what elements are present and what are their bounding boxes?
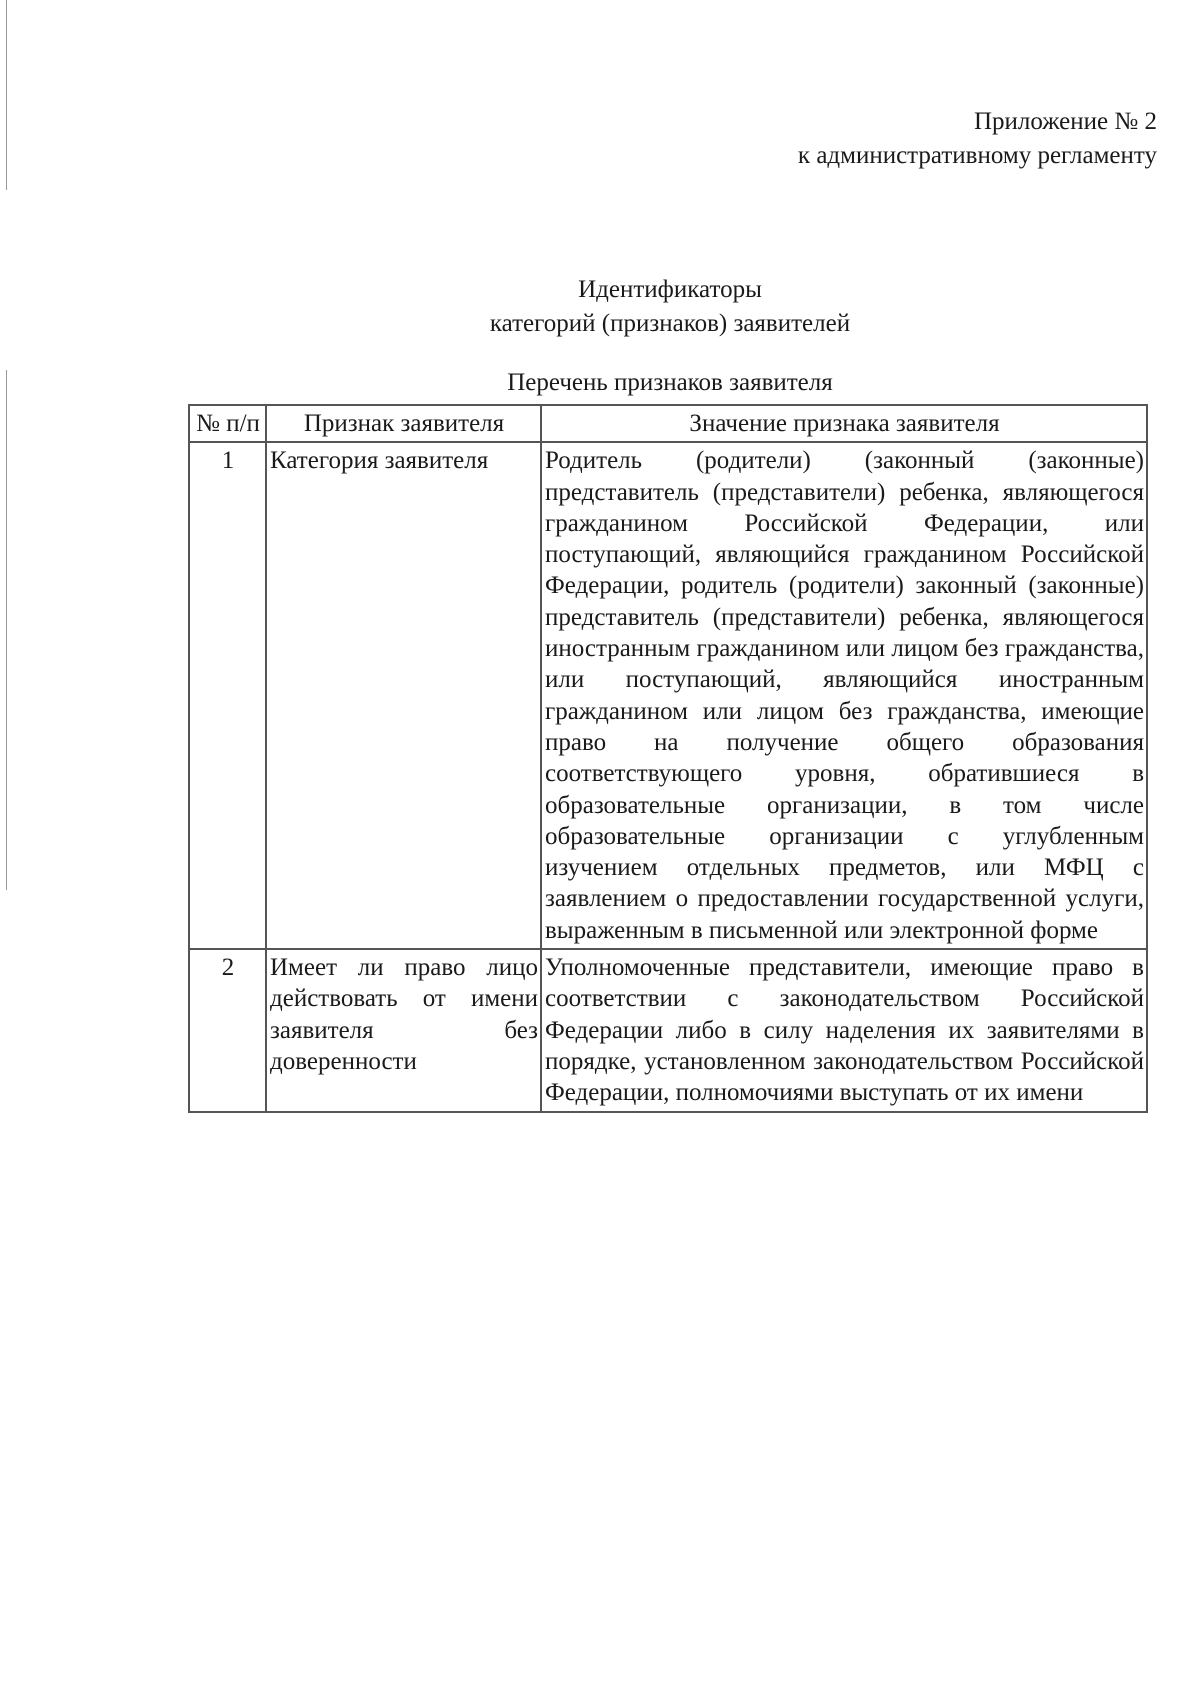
row-num: 1 — [189, 442, 266, 949]
row-value-text: Уполномоченные представители, имеющие право в соответствии с законодательством Российской Федерации либо в силу наделения их заявителями в порядке, установленном законодательством Российской Федерации, полномочиями выступать от их имени — [545, 954, 1144, 1107]
appendix-line-2: к административному регламенту — [797, 142, 1157, 169]
row-sign-text: Имеет ли право лицо действовать от имени заявителя без доверенности — [270, 954, 538, 1075]
header-num: № п/п — [189, 405, 266, 442]
header-sign: Признак заявителя — [266, 405, 541, 442]
appendix-note — [798, 105, 1157, 173]
header-value: Значение признака заявителя — [541, 405, 1147, 442]
attributes-table — [188, 404, 1148, 1113]
row-value — [541, 949, 1147, 1111]
row-sign — [266, 442, 541, 949]
row-value-text: Родитель (родители) (законный (законные) представитель (представители) ребенка, являющегося гражданином Российской Федерации, или поступающий, являющийся гражданином Российской Федерации, родитель (родители) законный (законные) представитель (представители) ребенка, являющегося иностранным гражданином или лицом без гражданства, или поступающий, являющийся иностранным гражданином или лицом без гражданства, имеющие право на получение общего образования соответствующего уровня, обратившиеся в образовательные организации, в том числе образовательные организации с углубленным изучением отдельных предметов, или МФЦ с заявлением о предоставлении государственной услуги, выраженным в письменной или электронной форме — [545, 447, 1144, 944]
title-line-1: Идентификаторы — [578, 276, 762, 303]
table-header-row — [189, 405, 1147, 442]
row-num: 2 — [189, 949, 266, 1111]
row-value — [541, 442, 1147, 949]
table-row — [189, 949, 1147, 1111]
row-sign-text: Категория заявителя — [270, 447, 489, 475]
scan-edge-line — [6, 370, 7, 890]
table-caption: Перечень признаков заявителя — [507, 369, 833, 396]
table-row — [189, 442, 1147, 949]
row-sign — [266, 949, 541, 1111]
title-line-2: категорий (признаков) заявителей — [489, 310, 851, 337]
document-title — [0, 273, 1200, 341]
appendix-line-1: Приложение № 2 — [973, 108, 1157, 135]
scan-edge-line — [6, 0, 7, 190]
